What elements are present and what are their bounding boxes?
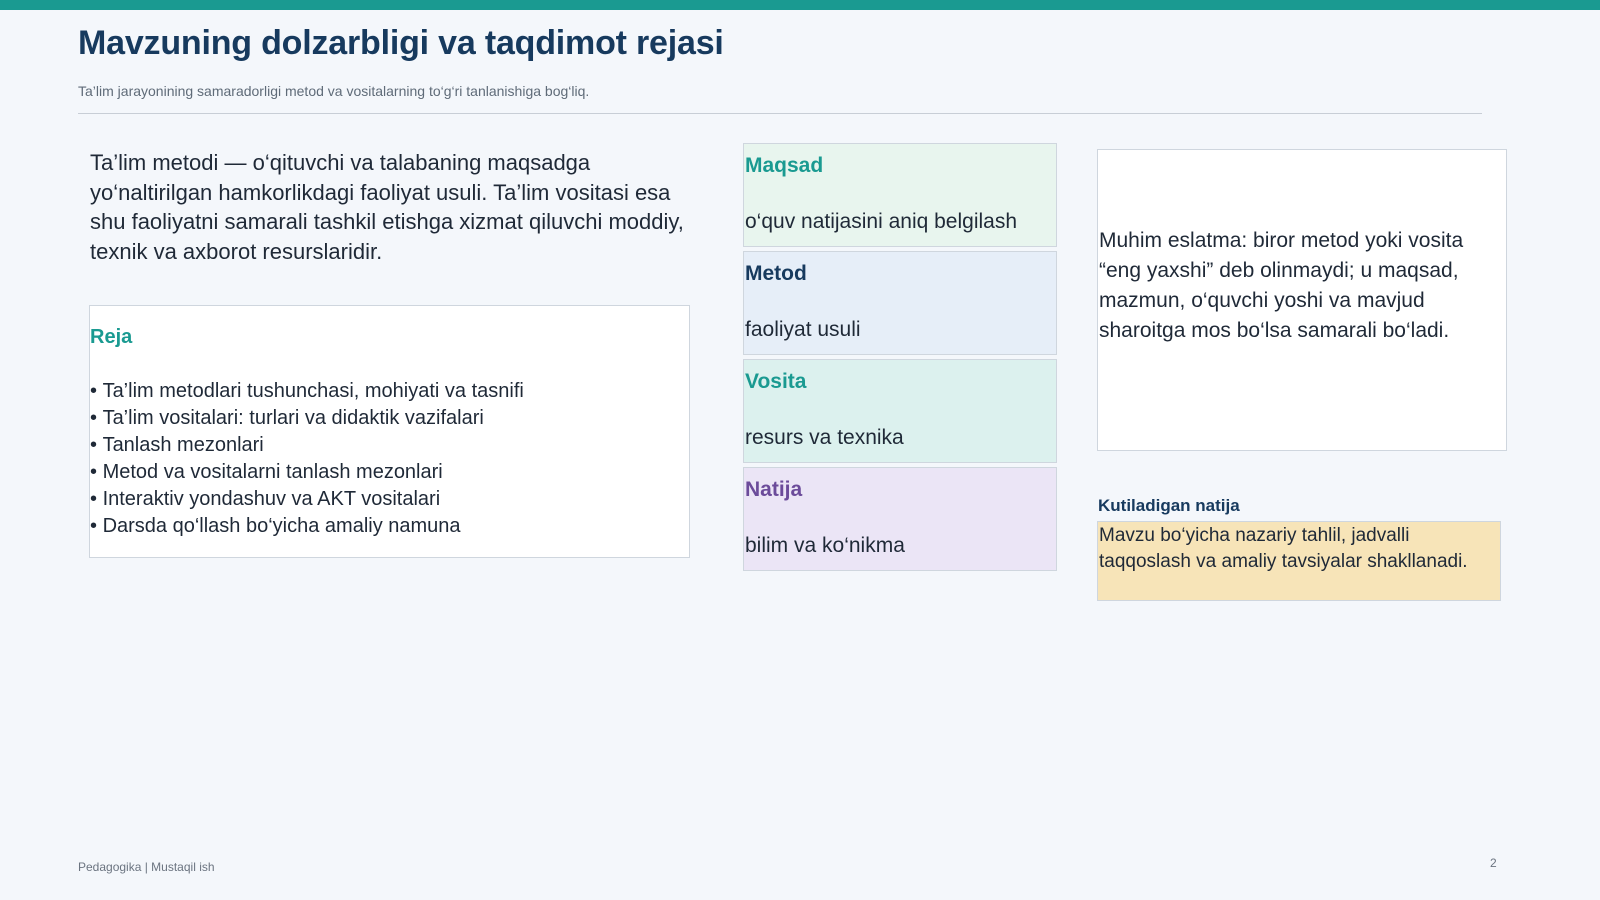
card-title: Metod — [745, 262, 807, 285]
header-divider — [78, 113, 1482, 114]
note-box — [1097, 149, 1507, 451]
slide-title: Mavzuning dolzarbligi va taqdimot rejasi — [78, 24, 724, 62]
card-maqsad — [743, 143, 1057, 247]
expected-result-box — [1097, 521, 1501, 601]
plan-list — [90, 378, 524, 540]
card-text: resurs va texnika — [745, 426, 904, 449]
plan-item: • Ta’lim metodlari tushunchasi, mohiyati va tasnifi — [90, 378, 524, 405]
plan-heading: Reja — [90, 326, 133, 348]
concept-cards — [743, 143, 1057, 575]
slide-subtitle: Ta’lim jarayonining samaradorligi metod va vositalarning to‘g‘ri tanlanishiga bog‘liq. — [78, 83, 590, 99]
card-natija — [743, 467, 1057, 571]
plan-item: • Metod va vositalarni tanlash mezonlari — [90, 459, 524, 486]
plan-item: • Tanlash mezonlari — [90, 432, 524, 459]
page-number: 2 — [1490, 856, 1497, 870]
card-title: Natija — [745, 478, 803, 501]
plan-item: • Darsda qo‘llash bo‘yicha amaliy namuna — [90, 513, 524, 540]
card-metod — [743, 251, 1057, 355]
plan-box — [89, 305, 690, 558]
expected-result-label: Kutiladigan natija — [1098, 496, 1240, 515]
card-text: faoliyat usuli — [745, 318, 861, 341]
card-text: bilim va ko‘nikma — [745, 534, 905, 557]
expected-result-text: Mavzu bo‘yicha nazariy tahlil, jadvalli taqqoslash va amaliy tavsiyalar shakllanadi. — [1099, 525, 1468, 572]
card-title: Maqsad — [745, 154, 824, 177]
note-text: Muhim eslatma: biror metod yoki vosita “eng yaxshi” deb olinmaydi; u maqsad, mazmun, o‘quvchi yoshi va mavjud sharoitga mos bo‘lsa samarali bo‘ladi. — [1099, 229, 1464, 342]
card-vosita — [743, 359, 1057, 463]
plan-item: • Interaktiv yondashuv va AKT vositalari — [90, 486, 524, 513]
card-title: Vosita — [745, 370, 807, 393]
intro-paragraph: Ta’lim metodi — o‘qituvchi va talabaning maqsadga yo‘naltirilgan hamkorlikdagi faoliyat usuli. Ta’lim vositasi esa shu faoliyatni samarali tashkil etishga xizmat qiluvchi moddiy, texnik va axborot resurslaridir. — [90, 150, 684, 264]
plan-item: • Ta’lim vositalari: turlari va didaktik vazifalari — [90, 405, 524, 432]
card-text: o‘quv natijasini aniq belgilash — [745, 210, 1018, 233]
footer-course-label: Pedagogika | Mustaqil ish — [78, 860, 215, 874]
top-accent-bar — [0, 0, 1600, 10]
